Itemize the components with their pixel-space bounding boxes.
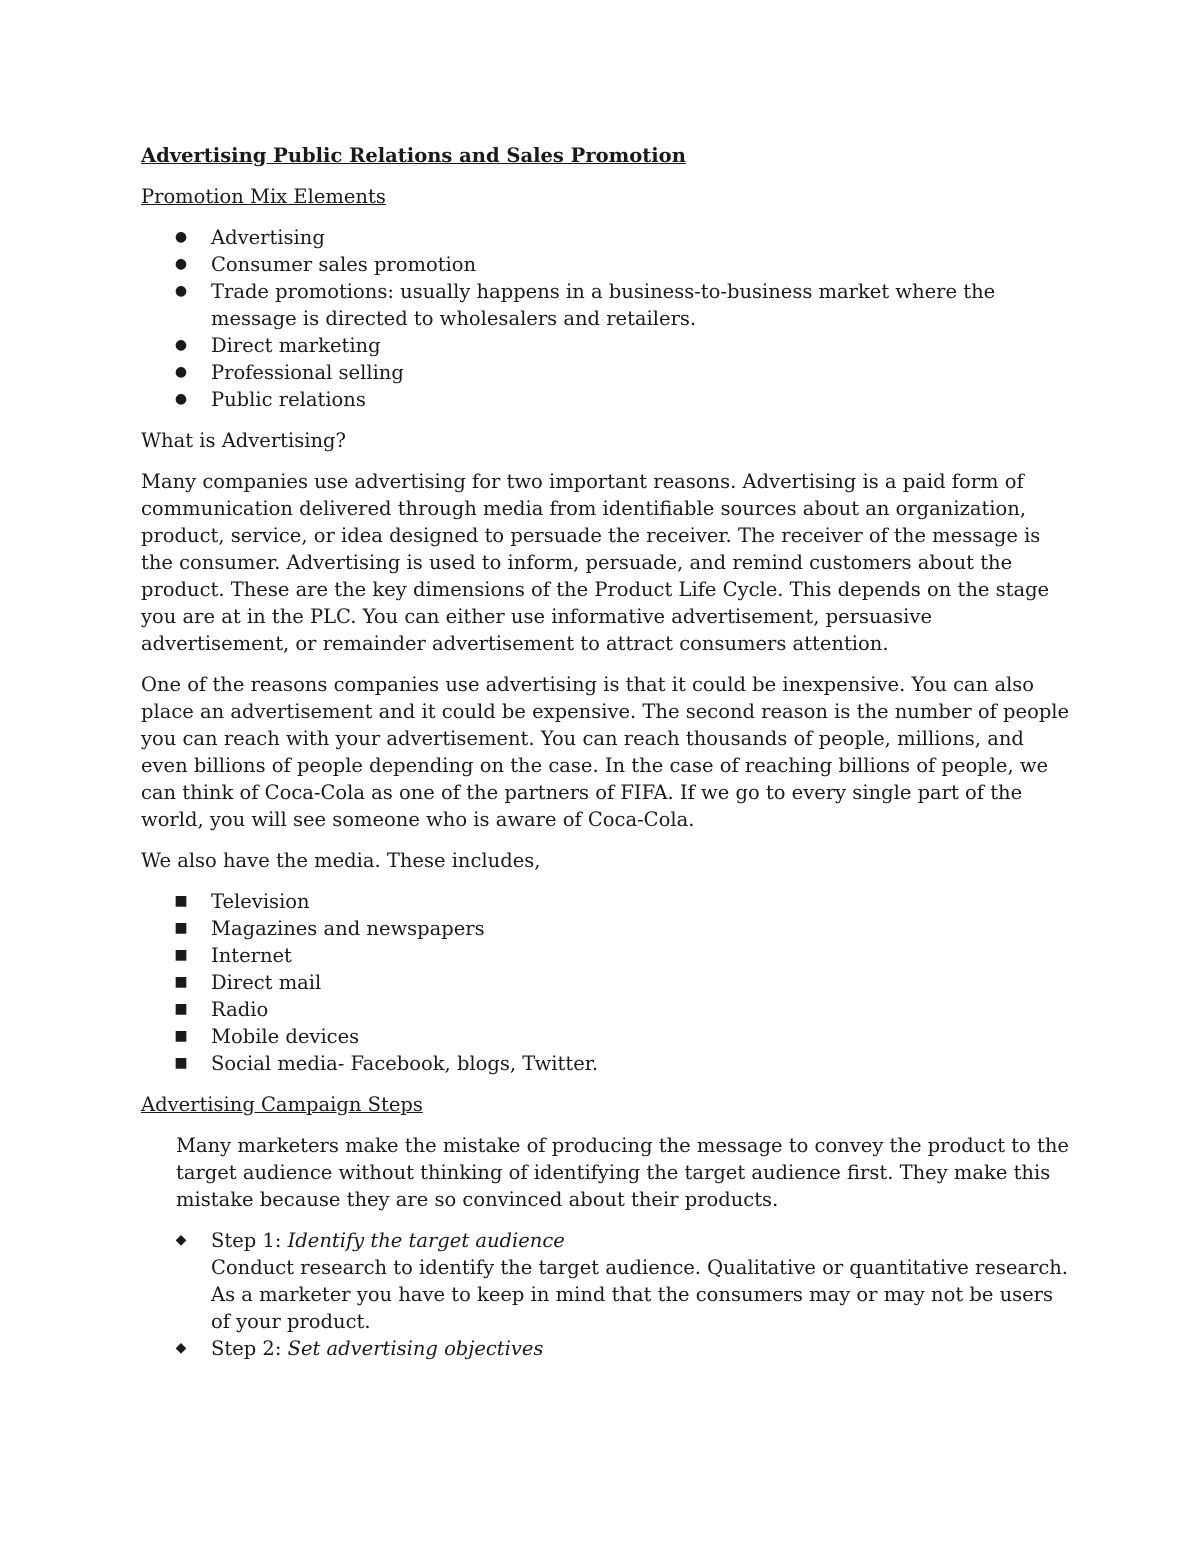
campaign-steps-list [141,1227,1071,1362]
square-bullet-icon: ■ [174,1028,188,1044]
step-item [141,1227,1071,1335]
bullet-icon: ● [174,283,188,299]
step-title: Set advertising objectives [287,1337,544,1360]
paragraph: Many companies use advertising for two important reasons. Advertising is a paid form of communication delivered through media from identifiable sources about an organization, product, service, or idea designed to persuade the receiver. The receiver of the message is the consumer. Advertising is used to inform, persuade, and remind customers about the product. These are the key dimensions of the Product Life Cycle. This depends on the stage you are at in the PLC. You can either use informative advertisement, persuasive advertisement, or remainder advertisement to attract consumers attention. [141,470,1050,655]
diamond-bullet-icon: ◆ [175,1340,187,1356]
step-label: Step 1: [211,1229,288,1252]
document-title: Advertising Public Relations and Sales Promotion [141,144,686,167]
promotion-mix-heading: Promotion Mix Elements [141,185,386,208]
list-item-text: Direct mail [211,971,322,994]
campaign-steps-heading: Advertising Campaign Steps [141,1093,423,1116]
list-item-text: Social media- Facebook, blogs, Twitter. [211,1052,599,1075]
promotion-mix-list [141,224,1071,413]
media-list [141,888,1071,1077]
list-item-text: Radio [211,998,269,1021]
paragraph: We also have the media. These includes, [141,849,541,872]
list-item [141,996,1071,1023]
bullet-icon: ● [174,229,188,245]
list-item-text: Advertising [211,226,325,249]
list-item [141,224,1071,251]
bullet-icon: ● [174,256,188,272]
document-content [141,142,1071,1376]
bullet-icon: ● [174,337,188,353]
list-item-text: Consumer sales promotion [211,253,477,276]
list-item [141,332,1071,359]
list-item [141,1023,1071,1050]
step-description: Conduct research to identify the target audience. Qualitative or quantitative research. As a marketer you have to keep in mind that the consumers may or may not be users of your product. [211,1256,1069,1333]
bullet-icon: ● [174,364,188,380]
list-item-text: Public relations [211,388,366,411]
list-item-text: Internet [211,944,292,967]
list-item [141,942,1071,969]
list-item-text: Trade promotions: usually happens in a business-to-business market where the message is directed to wholesalers and retailers. [211,280,996,330]
square-bullet-icon: ■ [174,893,188,909]
list-item [141,915,1071,942]
list-item [141,251,1071,278]
list-item-text: Television [211,890,310,913]
list-item-text: Magazines and newspapers [211,917,485,940]
square-bullet-icon: ■ [174,920,188,936]
square-bullet-icon: ■ [174,974,188,990]
list-item [141,278,1071,332]
what-is-advertising-heading: What is Advertising? [141,429,346,452]
diamond-bullet-icon: ◆ [175,1232,187,1248]
campaign-intro: Many marketers make the mistake of producing the message to convey the product to the target audience without thinking of identifying the target audience first. They make this mistake because they are so convinced about their products. [176,1134,1069,1211]
square-bullet-icon: ■ [174,947,188,963]
step-label: Step 2: [211,1337,288,1360]
list-item [141,359,1071,386]
list-item [141,969,1071,996]
list-item [141,386,1071,413]
bullet-icon: ● [174,391,188,407]
step-item [141,1335,1071,1362]
list-item-text: Direct marketing [211,334,381,357]
list-item-text: Professional selling [211,361,404,384]
list-item [141,888,1071,915]
step-title: Identify the target audience [287,1229,565,1252]
list-item-text: Mobile devices [211,1025,360,1048]
paragraph: One of the reasons companies use advertising is that it could be inexpensive. You can also place an advertisement and it could be expensive. The second reason is the number of people you can reach with your advertisement. You can reach thousands of people, millions, and even billions of people depending on the case. In the case of reaching billions of people, we can think of Coca-Cola as one of the partners of FIFA. If we go to every single part of the world, you will see someone who is aware of Coca-Cola. [141,673,1070,831]
square-bullet-icon: ■ [174,1055,188,1071]
list-item [141,1050,1071,1077]
square-bullet-icon: ■ [174,1001,188,1017]
